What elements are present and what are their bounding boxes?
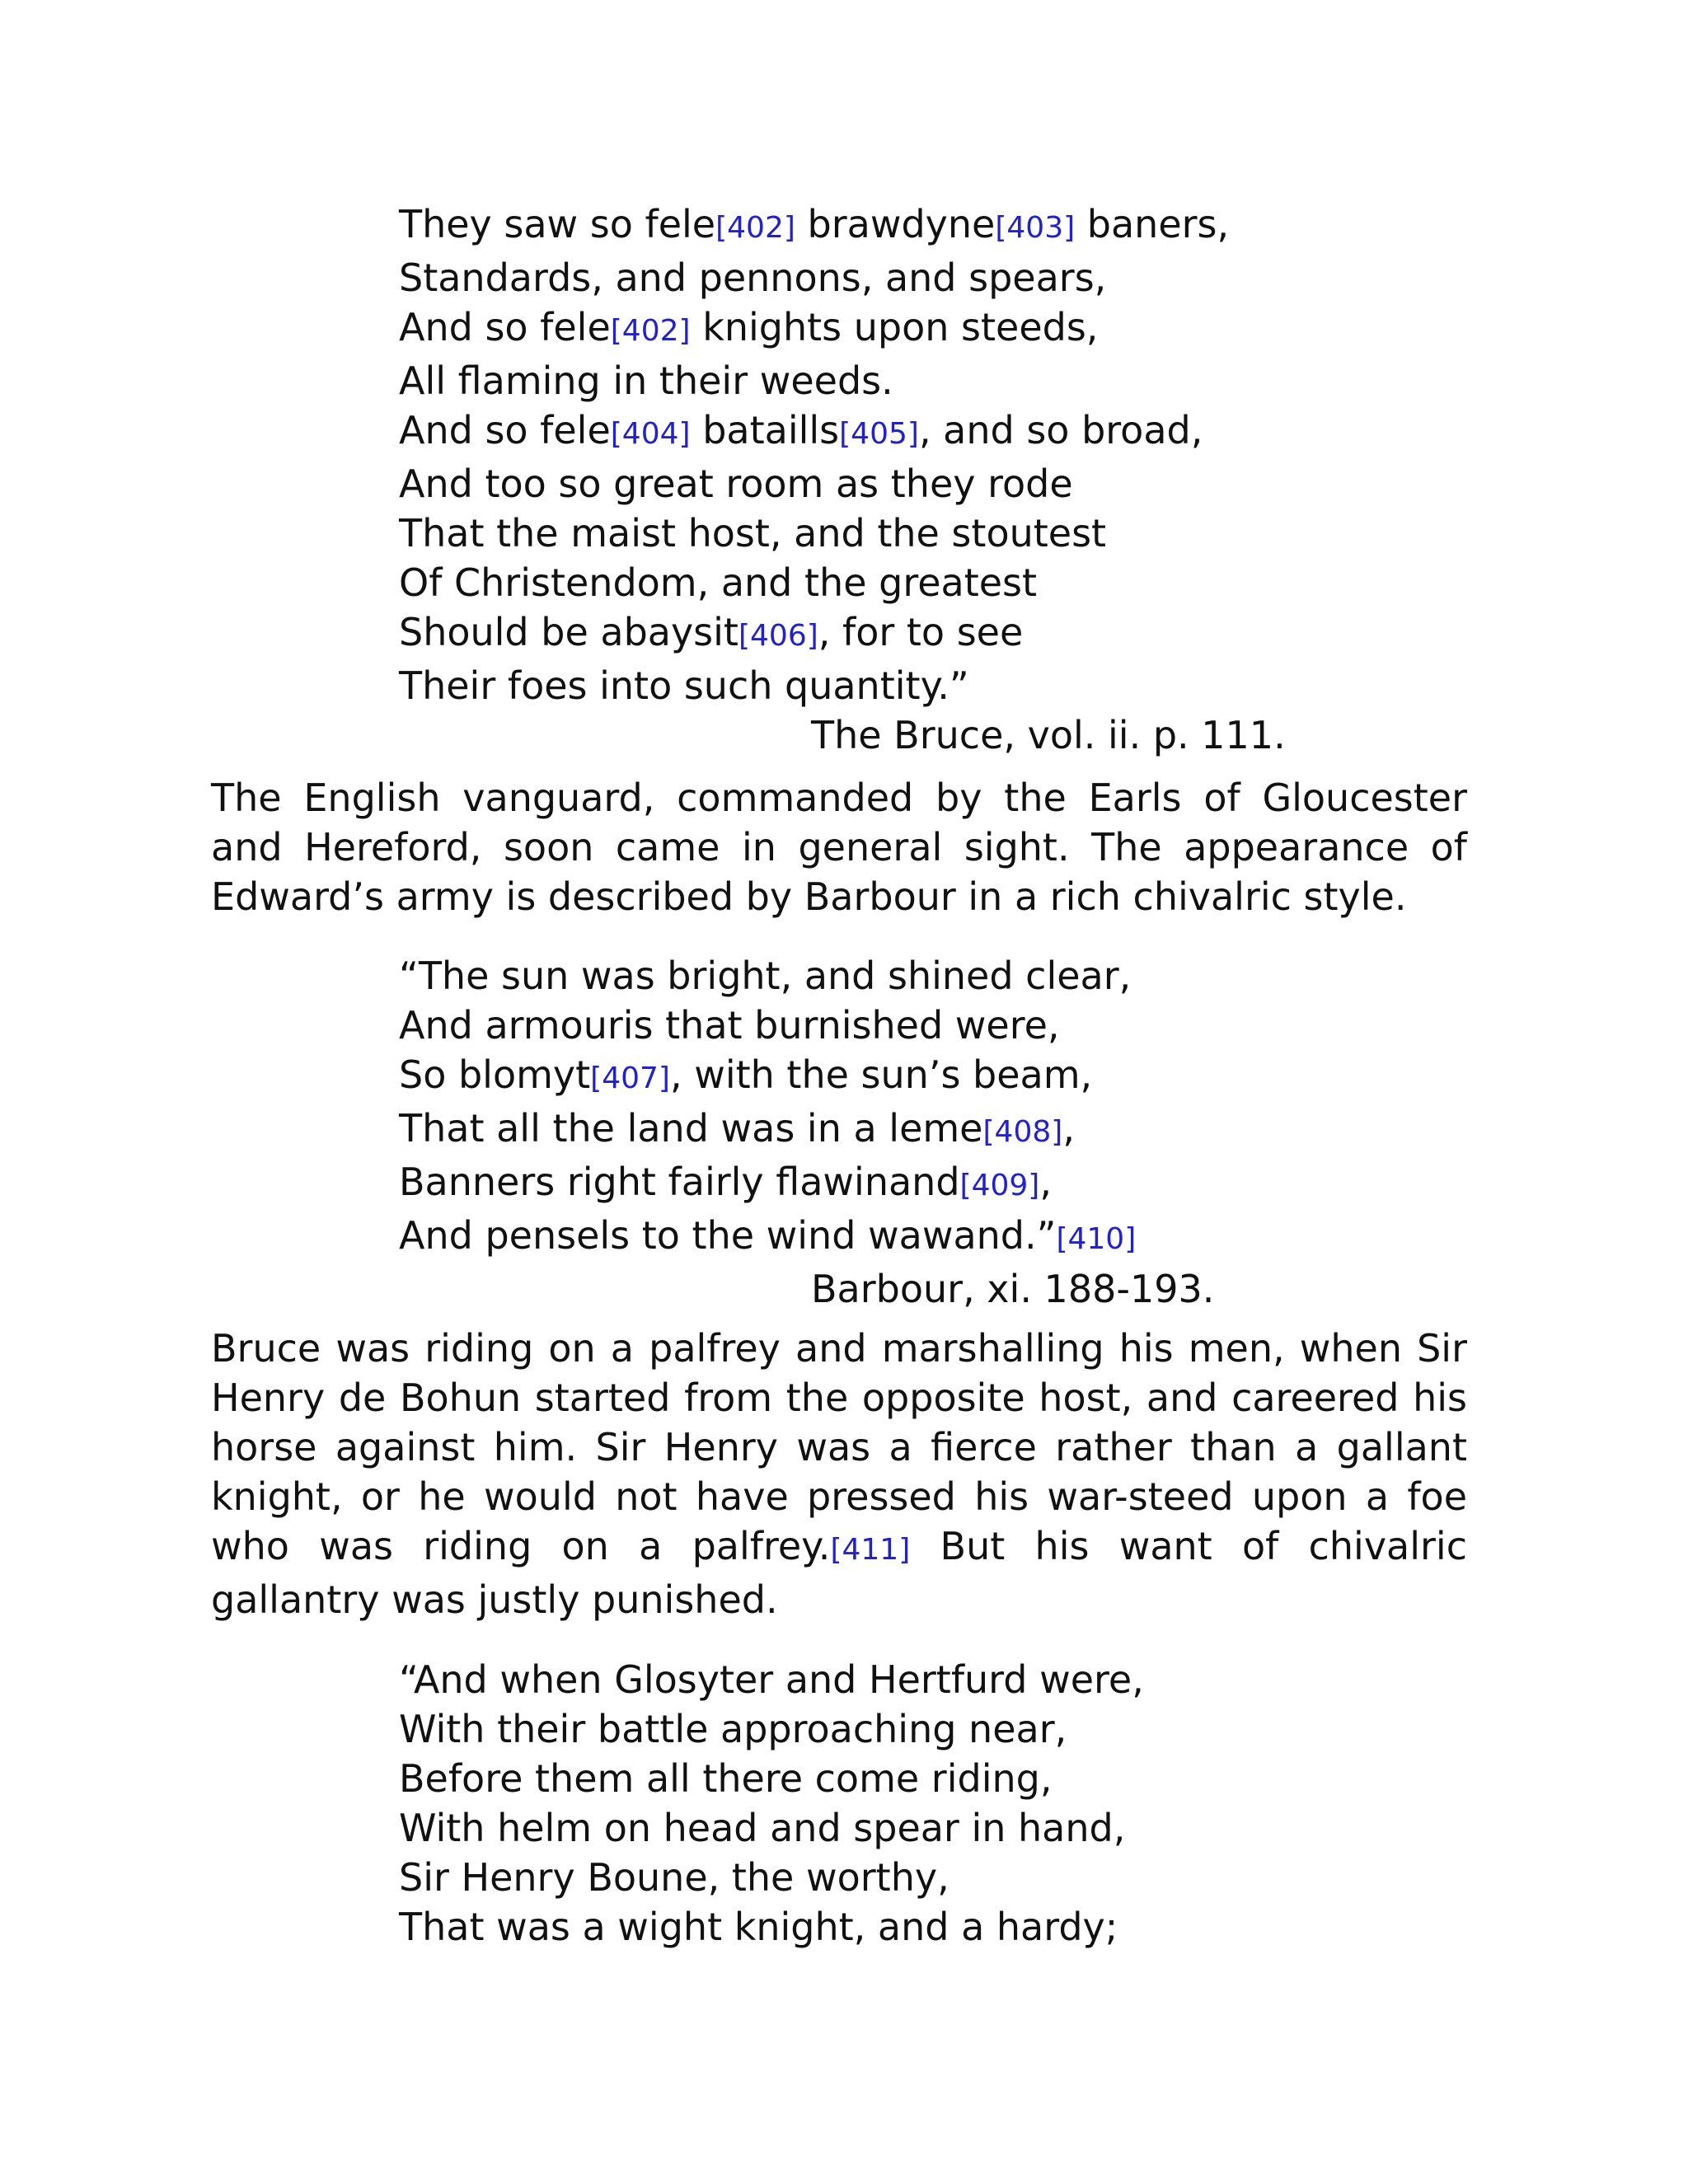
verse-line: “And when Glosyter and Hertfurd were, [399,1657,1144,1702]
verse-text: They saw so fele [399,202,716,246]
paragraph-text: Bruce was riding on a palfrey and marshalling his men, when Sir Henry de Bohun started from the opposite host, and careered his horse against him. Sir Henry was a fierce rather than a gallant knight, or he would not have pressed his war-steed upon a foe who was riding on a palfrey. [211,1326,1467,1568]
verse-text: , for to see [818,610,1024,654]
footnote-link[interactable]: [408] [982,1115,1063,1149]
verse-line [399,1050,1214,1104]
verse-text: And so fele [399,305,611,349]
verse-line: Of Christendom, and the greatest [399,560,1038,605]
verse-line [399,1211,1214,1264]
verse-text: So blomyt [399,1052,591,1097]
verse-text: And so fele [399,408,611,452]
verse-line: All flaming in their weeds. [399,359,893,403]
verse-text: baners, [1075,202,1230,246]
footnote-link[interactable]: [405] [839,417,919,451]
verse-text: , and so broad, [918,408,1203,452]
verse-text: That all the land was in a leme [399,1106,983,1151]
footnote-link[interactable]: [409] [959,1169,1040,1202]
body-paragraph: The English vanguard, commanded by the Earls of Gloucester and Hereford, soon came in general sight. The appearance of Edward’s army is described by Barbour in a rich chivalric style. [211,776,1467,919]
verse-line: “The sun was bright, and shined clear, [399,954,1132,998]
verse-citation: Barbour, xi. 188-193. [811,1267,1215,1311]
verse-quote [399,1655,1144,1952]
verse-line: Before them all there come riding, [399,1756,1053,1801]
verse-line: Their foes into such quantity.” [399,663,969,708]
verse-text: , [1039,1160,1052,1204]
footnote-link[interactable]: [402] [610,314,691,348]
verse-line [399,405,1286,459]
verse-line: With helm on head and spear in hand, [399,1806,1126,1850]
verse-text: brawdyne [795,202,996,246]
verse-line [399,1157,1214,1211]
verse-line [399,302,1286,356]
verse-line [399,607,1286,661]
verse-line: And too so great room as they rode [399,462,1073,506]
footnote-link[interactable]: [406] [738,619,818,653]
paragraph-text: But his want of chivalric gallantry was justly punished. [211,1524,1468,1622]
verse-line [399,199,1286,253]
verse-line: That the maist host, and the stoutest [399,511,1107,555]
footnote-link[interactable]: [402] [715,211,795,245]
verse-text: bataills [690,408,840,452]
verse-line [399,1104,1214,1157]
verse-line: With their battle approaching near, [399,1707,1067,1751]
footnote-link[interactable]: [411] [830,1533,911,1567]
footnote-link[interactable]: [403] [995,211,1076,245]
verse-citation: The Bruce, vol. ii. p. 111. [811,713,1286,757]
verse-line: That was a wight knight, and a hardy; [399,1905,1118,1949]
verse-quote [399,951,1214,1314]
verse-text: knights upon steeds, [690,305,1099,349]
verse-line: Standards, and pennons, and spears, [399,255,1107,300]
verse-line: Sir Henry Boune, the worthy, [399,1855,950,1900]
verse-text: , with the sun’s beam, [669,1052,1093,1097]
verse-text: Should be abaysit [399,610,738,654]
footnote-link[interactable]: [404] [610,417,691,451]
footnote-link[interactable]: [410] [1056,1222,1137,1256]
verse-text: Banners right fairly flawinand [399,1160,960,1204]
verse-quote [399,199,1286,760]
footnote-link[interactable]: [407] [590,1062,670,1095]
body-paragraph [211,1324,1467,1624]
verse-text: , [1062,1106,1075,1151]
verse-text: And pensels to the wind wawand.” [399,1213,1057,1258]
verse-line: And armouris that burnished were, [399,1003,1060,1047]
